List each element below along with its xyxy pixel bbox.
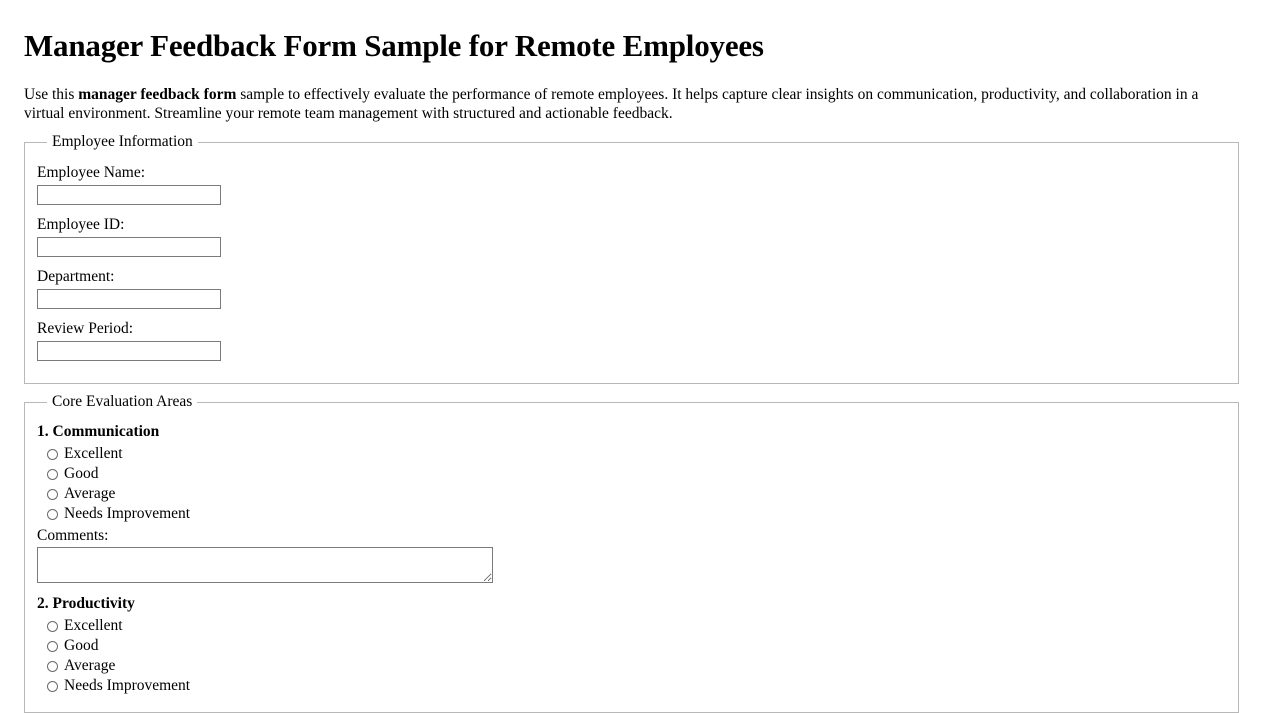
communication-option-label: Average	[64, 485, 116, 502]
communication-option-needs-improvement[interactable]	[37, 504, 1228, 524]
communication-comments-textarea[interactable]	[37, 547, 493, 583]
core-evaluation-section	[24, 393, 1239, 713]
communication-radio-needs-improvement[interactable]	[47, 509, 58, 520]
communication-option-excellent[interactable]	[37, 444, 1228, 464]
intro-paragraph	[24, 86, 1234, 123]
productivity-heading: 2. Productivity	[37, 595, 135, 612]
productivity-option-excellent[interactable]	[37, 616, 1228, 636]
communication-comments-label: Comments:	[37, 527, 109, 544]
productivity-option-needs-improvement[interactable]	[37, 676, 1228, 696]
productivity-radio-excellent[interactable]	[47, 621, 58, 632]
communication-option-label: Excellent	[64, 445, 123, 462]
core-evaluation-legend: Core Evaluation Areas	[52, 393, 193, 410]
communication-option-good[interactable]	[37, 464, 1228, 484]
communication-heading: 1. Communication	[37, 423, 160, 440]
page-title: Manager Feedback Form Sample for Remote Employees	[24, 28, 764, 63]
productivity-option-label: Needs Improvement	[64, 677, 191, 694]
intro-text-bold: manager feedback form	[78, 86, 237, 103]
communication-radio-average[interactable]	[47, 489, 58, 500]
communication-option-label: Needs Improvement	[64, 505, 191, 522]
department-input[interactable]	[37, 289, 221, 309]
department-label: Department:	[37, 268, 115, 285]
communication-option-average[interactable]	[37, 484, 1228, 504]
productivity-option-good[interactable]	[37, 636, 1228, 656]
employee-information-legend: Employee Information	[52, 133, 193, 150]
evaluation-item-communication	[35, 423, 1228, 583]
intro-text-before: Use this	[24, 86, 79, 103]
communication-radio-good[interactable]	[47, 469, 58, 480]
productivity-radio-average[interactable]	[47, 661, 58, 672]
review-period-label: Review Period:	[37, 320, 133, 337]
productivity-radio-good[interactable]	[47, 641, 58, 652]
intro-text-after: sample to effectively evaluate the performance of remote employees. It helps capture clear insights on communication, productivity, and collaboration in a virtual environment. Streamline your remote team management with structured and actionable feedback.	[24, 86, 1199, 122]
employee-name-input[interactable]	[37, 185, 221, 205]
evaluation-item-productivity	[35, 595, 1228, 696]
communication-option-label: Good	[64, 465, 99, 482]
productivity-option-label: Average	[64, 657, 116, 674]
productivity-option-average[interactable]	[37, 656, 1228, 676]
productivity-radio-needs-improvement[interactable]	[47, 681, 58, 692]
employee-information-section	[24, 133, 1239, 384]
productivity-option-label: Good	[64, 637, 99, 654]
employee-id-input[interactable]	[37, 237, 221, 257]
employee-id-label: Employee ID:	[37, 216, 125, 233]
productivity-option-label: Excellent	[64, 617, 123, 634]
communication-radio-excellent[interactable]	[47, 449, 58, 460]
employee-name-label: Employee Name:	[37, 164, 146, 181]
review-period-input[interactable]	[37, 341, 221, 361]
